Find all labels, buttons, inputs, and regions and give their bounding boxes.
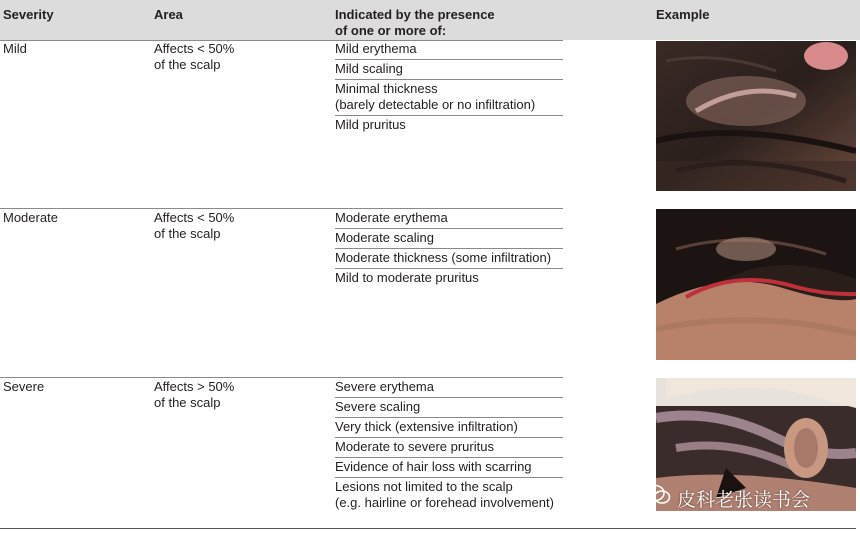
criterion-divider (335, 228, 563, 229)
criterion-item: Moderate erythema (335, 210, 448, 225)
criterion-item: Very thick (extensive infiltration) (335, 419, 518, 434)
criterion-item: Evidence of hair loss with scarring (335, 459, 532, 474)
table-header (0, 0, 860, 40)
area-moderate (154, 210, 234, 242)
severity-mild: Mild (3, 41, 27, 56)
criterion-item: Moderate thickness (some infiltration) (335, 250, 552, 265)
criterion-item: Mild to moderate pruritus (335, 270, 479, 285)
criterion-item: Mild scaling (335, 61, 403, 76)
watermark (645, 484, 810, 512)
criterion-item: Mild erythema (335, 41, 417, 56)
row-divider (0, 208, 563, 209)
area-line2: of the scalp (154, 395, 221, 410)
criterion-divider (335, 417, 563, 418)
criterion-divider (335, 457, 563, 458)
severity-severe: Severe (3, 379, 45, 394)
header-indicated-line2: of one or more of: (335, 23, 447, 38)
criterion-line2: (e.g. hairline or forehead involvement) (335, 495, 554, 510)
area-line2: of the scalp (154, 57, 221, 72)
header-indicated (335, 7, 495, 39)
criterion-divider (335, 79, 563, 80)
criterion-item: Moderate to severe pruritus (335, 439, 494, 454)
criterion-item (335, 479, 563, 511)
table-bottom-border (0, 528, 856, 529)
criterion-line2: (barely detectable or no infiltration) (335, 97, 536, 112)
area-line2: of the scalp (154, 226, 221, 241)
watermark-text: 皮科老张读书会 (677, 489, 811, 511)
criterion-item: Mild pruritus (335, 117, 406, 132)
criterion-divider (335, 248, 563, 249)
wechat-icon (645, 484, 671, 512)
criterion-divider (335, 437, 563, 438)
area-severe (154, 379, 234, 411)
area-line1: Affects < 50% (154, 41, 235, 56)
criterion-divider (335, 397, 563, 398)
criterion-line1: Minimal thickness (335, 81, 438, 96)
area-line1: Affects < 50% (154, 210, 235, 225)
example-photo-mild (656, 41, 856, 191)
criterion-divider (335, 477, 563, 478)
criterion-item (335, 81, 563, 113)
criterion-line1: Lesions not limited to the scalp (335, 479, 513, 494)
criterion-item: Severe scaling (335, 399, 421, 414)
severity-moderate: Moderate (3, 210, 58, 225)
header-severity: Severity (3, 7, 54, 22)
criterion-divider (335, 59, 563, 60)
row-divider (0, 377, 563, 378)
criterion-divider (335, 268, 563, 269)
example-photo-moderate (656, 209, 856, 360)
header-area: Area (154, 7, 183, 22)
criterion-item: Moderate scaling (335, 230, 434, 245)
header-example: Example (656, 7, 710, 22)
header-indicated-line1: Indicated by the presence (335, 7, 495, 22)
area-mild (154, 41, 234, 73)
area-line1: Affects > 50% (154, 379, 235, 394)
criterion-item: Severe erythema (335, 379, 434, 394)
criterion-divider (335, 115, 563, 116)
